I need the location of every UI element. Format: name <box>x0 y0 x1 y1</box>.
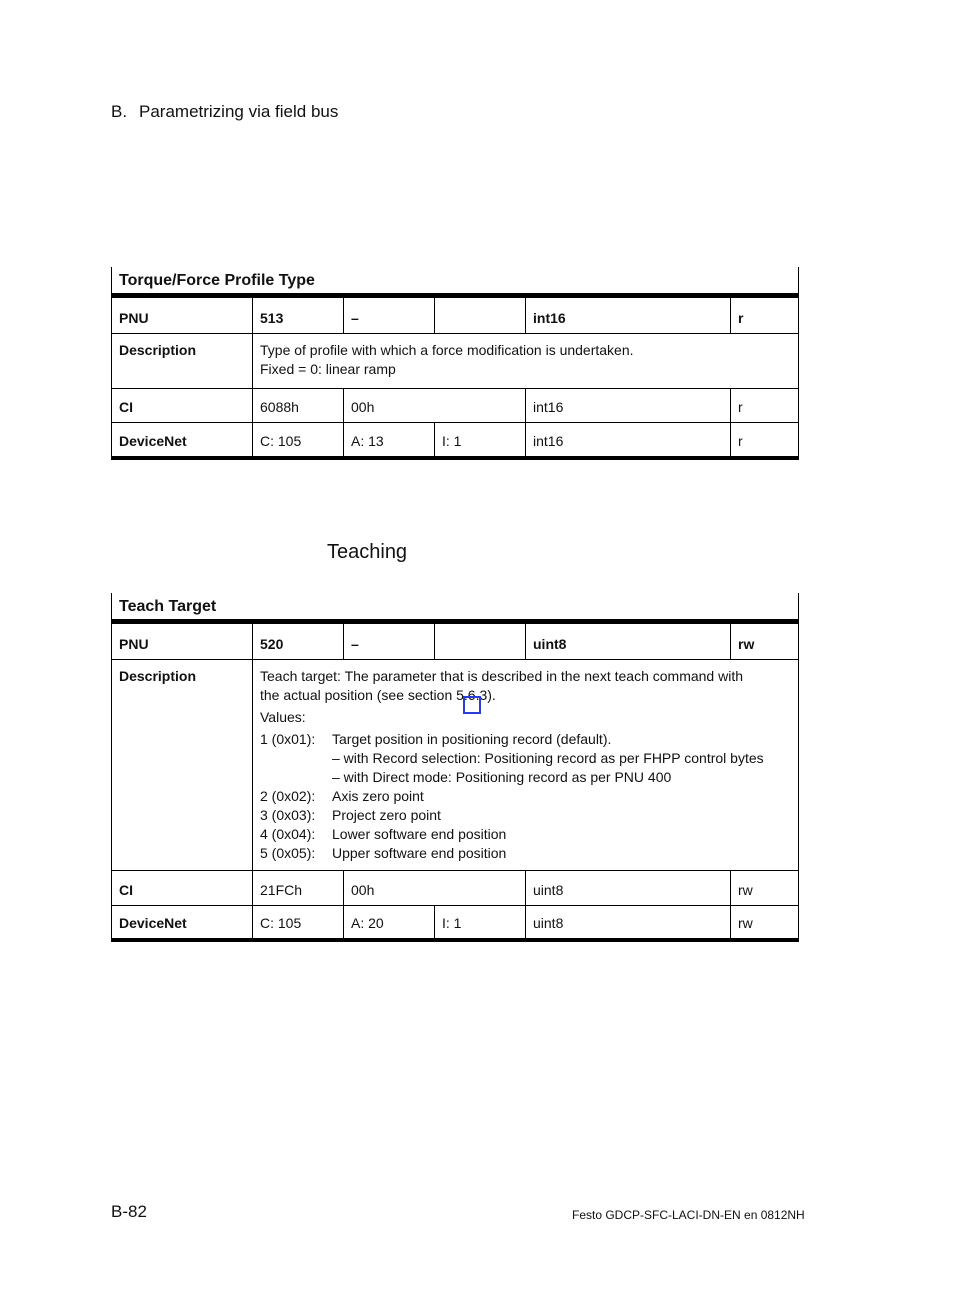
section-title: Parametrizing via field bus <box>139 102 339 121</box>
devicenet-attribute-cell <box>343 906 434 938</box>
parameter-table-teach-target <box>111 593 799 942</box>
value-row <box>260 806 764 825</box>
pnu-empty-cell <box>434 298 525 333</box>
pnu-dash: – <box>351 310 359 326</box>
document-footer: Festo GDCP-SFC-LACI-DN-EN en 0812NH <box>572 1208 805 1222</box>
devicenet-class: C: 105 <box>260 433 302 449</box>
devicenet-class-cell <box>252 423 343 456</box>
devicenet-row <box>111 423 799 460</box>
description-row <box>111 660 799 871</box>
value-row <box>260 825 764 844</box>
devicenet-instance-cell <box>434 423 525 456</box>
ci-access: rw <box>738 882 753 898</box>
pnu-number: 513 <box>260 310 284 326</box>
description-line: the actual position (see section 5.6.3). <box>260 687 496 703</box>
description-line: Teach target: The parameter that is described in the next teach command with <box>260 668 743 684</box>
description-row <box>111 334 799 389</box>
value-text: Axis zero point <box>332 788 424 804</box>
ci-label: CI <box>119 399 133 415</box>
description-label: Description <box>119 668 197 684</box>
description-line: Fixed = 0: linear ramp <box>260 361 396 377</box>
ci-row <box>111 389 799 423</box>
value-text: Project zero point <box>332 807 441 823</box>
value-key: 4 (0x04): <box>260 826 316 842</box>
value-key: 5 (0x05): <box>260 845 316 861</box>
ci-sub-cell <box>343 389 525 422</box>
devicenet-access-cell <box>730 906 799 938</box>
devicenet-class-cell <box>252 906 343 938</box>
devicenet-instance: I: 1 <box>442 433 462 449</box>
ci-row <box>111 871 799 906</box>
pnu-row <box>111 298 799 334</box>
value-text: Target position in positioning record (default). <box>332 731 612 747</box>
pnu-empty-cell <box>434 624 525 659</box>
devicenet-access: rw <box>738 915 753 931</box>
pnu-type-cell <box>525 624 730 659</box>
pnu-access-cell <box>730 624 799 659</box>
devicenet-attribute-cell <box>343 423 434 456</box>
devicenet-row <box>111 906 799 942</box>
devicenet-label-cell <box>111 906 252 938</box>
ci-access-cell <box>730 871 799 905</box>
value-key: 1 (0x01): <box>260 731 316 747</box>
value-key: 3 (0x03): <box>260 807 316 823</box>
description-label-cell <box>111 334 252 388</box>
devicenet-label: DeviceNet <box>119 915 187 931</box>
subheading-teaching: Teaching <box>327 541 408 563</box>
pnu-dash: – <box>351 636 359 652</box>
section-header <box>111 102 338 122</box>
ci-subindex: 00h <box>351 399 375 415</box>
ci-sub-cell <box>343 871 525 905</box>
pnu-row <box>111 624 799 660</box>
value-text: – with Direct mode: Positioning record as per PNU 400 <box>332 769 672 785</box>
pnu-label: PNU <box>119 636 149 652</box>
pnu-label: PNU <box>119 310 149 326</box>
description-line: Type of profile with which a force modification is undertaken. <box>260 342 634 358</box>
value-text: Lower software end position <box>332 826 507 842</box>
devicenet-type: int16 <box>533 433 564 449</box>
devicenet-type-cell <box>525 423 730 456</box>
description-text-cell <box>252 334 799 388</box>
description-label: Description <box>119 342 197 358</box>
pnu-access-cell <box>730 298 799 333</box>
parameter-table-torque-force <box>111 267 799 460</box>
description-text-cell <box>252 660 799 870</box>
value-key: 2 (0x02): <box>260 788 316 804</box>
values-label: Values: <box>260 709 306 725</box>
section-link-highlight[interactable] <box>463 696 481 714</box>
pnu-dash-cell <box>343 624 434 659</box>
page-number: B-82 <box>111 1202 147 1221</box>
devicenet-type-cell <box>525 906 730 938</box>
devicenet-label-cell <box>111 423 252 456</box>
ci-type-cell <box>525 389 730 422</box>
ci-type-cell <box>525 871 730 905</box>
ci-label-cell <box>111 871 252 905</box>
ci-access-cell <box>730 389 799 422</box>
devicenet-attribute: A: 20 <box>351 915 384 931</box>
pnu-label-cell <box>111 624 252 659</box>
pnu-type: uint8 <box>533 636 567 652</box>
value-row <box>260 730 764 749</box>
pnu-access: rw <box>738 636 755 652</box>
devicenet-class: C: 105 <box>260 915 302 931</box>
ci-type: int16 <box>533 399 564 415</box>
pnu-type-cell <box>525 298 730 333</box>
value-text: Upper software end position <box>332 845 507 861</box>
ci-index: 21FCh <box>260 882 303 898</box>
devicenet-label: DeviceNet <box>119 433 187 449</box>
pnu-dash-cell <box>343 298 434 333</box>
value-row <box>260 749 764 768</box>
pnu-access: r <box>738 310 744 326</box>
devicenet-instance: I: 1 <box>442 915 462 931</box>
description-text <box>260 341 634 379</box>
value-row <box>260 844 764 863</box>
pnu-number: 520 <box>260 636 284 652</box>
ci-index-cell <box>252 389 343 422</box>
section-letter: B. <box>111 102 128 121</box>
ci-label: CI <box>119 882 133 898</box>
pnu-number-cell <box>252 298 343 333</box>
devicenet-attribute: A: 13 <box>351 433 384 449</box>
ci-label-cell <box>111 389 252 422</box>
ci-type: uint8 <box>533 882 564 898</box>
ci-subindex: 00h <box>351 882 375 898</box>
value-row <box>260 768 764 787</box>
devicenet-type: uint8 <box>533 915 564 931</box>
values-list <box>260 730 764 861</box>
table-title: Torque/Force Profile Type <box>111 267 799 298</box>
ci-index: 6088h <box>260 399 299 415</box>
table-title: Teach Target <box>111 593 799 624</box>
value-row <box>260 787 764 806</box>
pnu-label-cell <box>111 298 252 333</box>
devicenet-access-cell <box>730 423 799 456</box>
ci-access: r <box>738 399 743 415</box>
devicenet-access: r <box>738 433 743 449</box>
description-text <box>260 667 764 861</box>
ci-index-cell <box>252 871 343 905</box>
devicenet-instance-cell <box>434 906 525 938</box>
value-text: – with Record selection: Positioning record as per FHPP control bytes <box>332 750 764 766</box>
pnu-number-cell <box>252 624 343 659</box>
pnu-type: int16 <box>533 310 566 326</box>
description-label-cell <box>111 660 252 870</box>
